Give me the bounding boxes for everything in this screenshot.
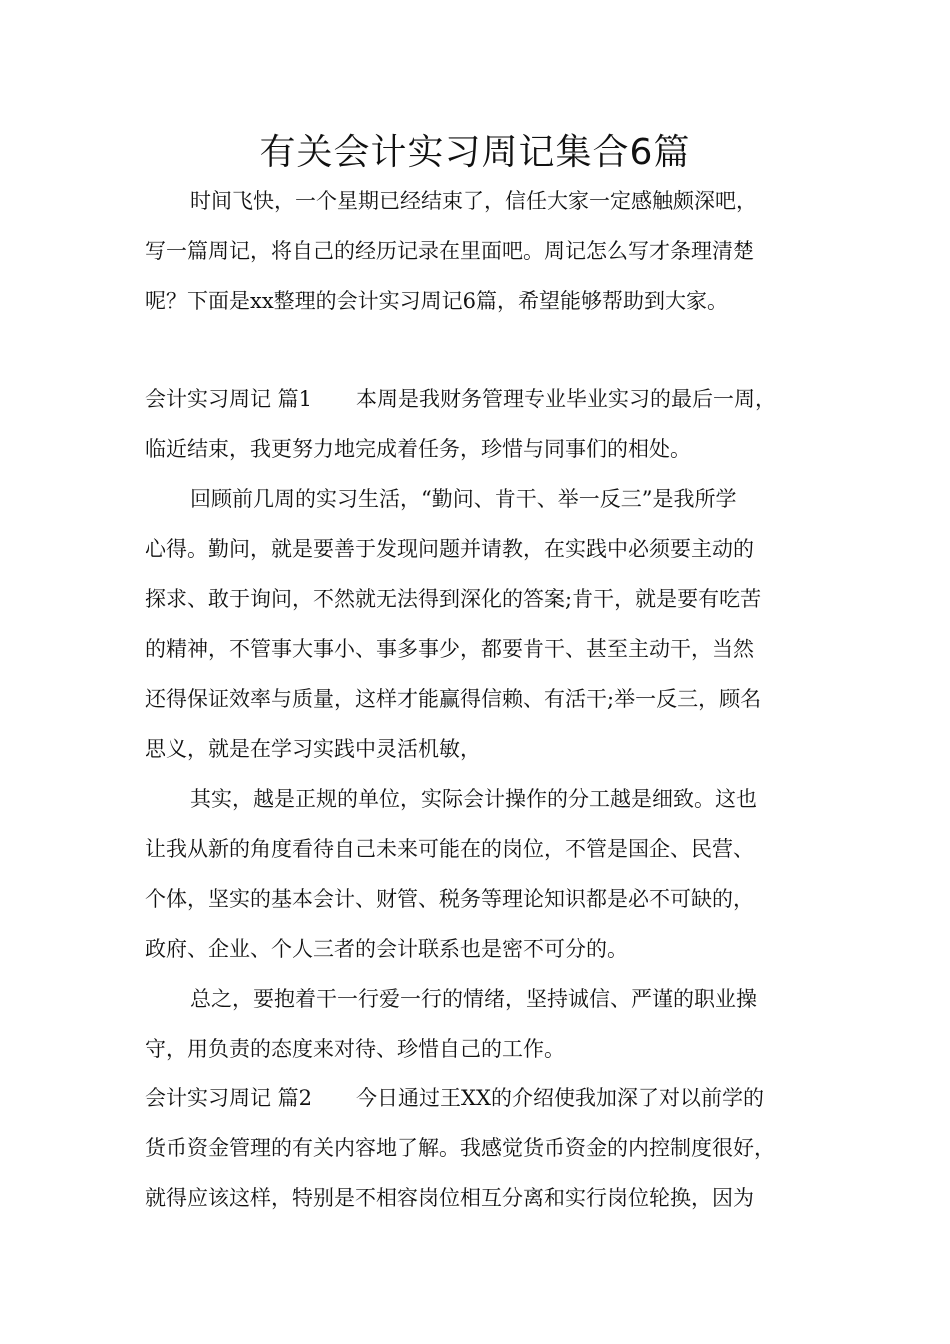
section1-para3-line-1: 其实，越是正规的单位，实际会计操作的分工越是细致。这也 bbox=[190, 787, 757, 811]
section1-heading: 会计实习周记 篇1 bbox=[145, 387, 313, 411]
section2-heading: 会计实习周记 篇2 bbox=[145, 1086, 313, 1110]
section1-para2-line-4: 的精神，不管事大事小、事多事少，都要肯干、甚至主动干，当然 bbox=[145, 637, 754, 661]
section1-para3-line-3: 个体，坚实的基本会计、财管、税务等理论知识都是必不可缺的， bbox=[145, 887, 754, 911]
section1-para2-line-6: 思义，就是在学习实践中灵活机敏， bbox=[145, 737, 481, 761]
section1-para3-line-2: 让我从新的角度看待自己未来可能在的岗位，不管是国企、民营、 bbox=[145, 837, 754, 861]
intro-line-1: 时间飞快，一个星期已经结束了，信任大家一定感触颇深吧， bbox=[190, 189, 757, 213]
section1-para2-line-3: 探求、敢于询问，不然就无法得到深化的答案;肯干，就是要有吃苦 bbox=[145, 587, 762, 611]
section2-first-text: 今日通过王XX的介绍使我加深了对以前学的 bbox=[356, 1086, 764, 1110]
document-title: 有关会计实习周记集合6篇 bbox=[259, 132, 691, 173]
section1-first-line bbox=[0, 384, 950, 414]
section1-para2-line-1: 回顾前几周的实习生活，“勤问、肯干、举一反三”是我所学 bbox=[190, 487, 737, 511]
section2-first-line bbox=[0, 1083, 950, 1113]
section1-para4-line-1: 总之，要抱着干一行爱一行的情绪，坚持诚信、严谨的职业操 bbox=[190, 987, 757, 1011]
section2-line-3: 就得应该这样，特别是不相容岗位相互分离和实行岗位轮换，因为 bbox=[145, 1186, 754, 1210]
intro-line-2: 写一篇周记，将自己的经历记录在里面吧。周记怎么写才条理清楚 bbox=[145, 239, 754, 263]
section1-para2-line-5: 还得保证效率与质量，这样才能赢得信赖、有活干;举一反三，顾名 bbox=[145, 687, 762, 711]
section1-para4-line-2: 守，用负责的态度来对待、珍惜自己的工作。 bbox=[145, 1037, 565, 1061]
section2-line-2: 货币资金管理的有关内容地了解。我感觉货币资金的内控制度很好， bbox=[145, 1136, 775, 1160]
section1-first-text: 本周是我财务管理专业毕业实习的最后一周， bbox=[356, 387, 777, 411]
section1-para3-line-4: 政府、企业、个人三者的会计联系也是密不可分的。 bbox=[145, 937, 628, 961]
section1-para2-line-2: 心得。勤问，就是要善于发现问题并请教，在实践中必须要主动的 bbox=[145, 537, 754, 561]
intro-line-3: 呢？下面是xx整理的会计实习周记6篇，希望能够帮助到大家。 bbox=[145, 289, 729, 313]
section1-line-2: 临近结束，我更努力地完成着任务，珍惜与同事们的相处。 bbox=[145, 437, 691, 461]
